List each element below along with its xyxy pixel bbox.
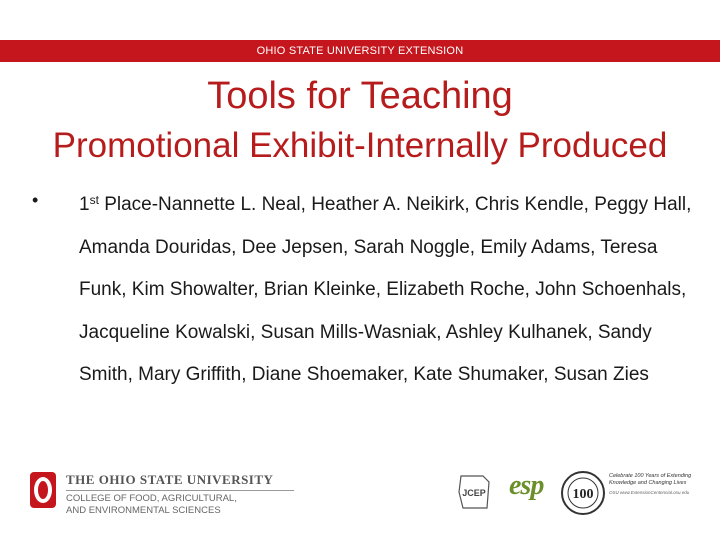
centennial-seal-icon bbox=[560, 470, 606, 516]
page-subtitle: Promotional Exhibit-Internally Produced bbox=[52, 126, 668, 165]
award-text bbox=[79, 184, 704, 397]
esp-logo: esp bbox=[509, 470, 544, 501]
centennial-tagline bbox=[609, 473, 714, 496]
bullet-marker: • bbox=[32, 190, 39, 210]
osu-name: THE OHIO STATE UNIVERSITY bbox=[66, 472, 274, 487]
banner-text: OHIO STATE UNIVERSITY EXTENSION bbox=[256, 45, 464, 57]
osu-college-line2: AND ENVIRONMENTAL SCIENCES bbox=[66, 505, 221, 516]
block-o-icon bbox=[30, 472, 56, 508]
osu-divider bbox=[66, 490, 294, 491]
extension-banner bbox=[0, 40, 720, 62]
osu-logo bbox=[30, 470, 280, 520]
osu-college-line1: COLLEGE OF FOOD, AGRICULTURAL, bbox=[66, 493, 237, 504]
place-number: 1 bbox=[79, 194, 90, 215]
jcep-label: JCEP bbox=[462, 488, 486, 498]
jcep-logo-icon bbox=[455, 472, 495, 512]
place-suffix: st bbox=[89, 193, 99, 207]
seal-label: 100 bbox=[572, 487, 594, 502]
osu-college bbox=[66, 493, 296, 517]
tagline-url: OSU www.ExtensionCentennial.osu.edu bbox=[609, 490, 690, 495]
tagline-text: Celebrate 100 Years of Extending Knowledge and Changing Lives bbox=[609, 473, 692, 486]
award-names: Place-Nannette L. Neal, Heather A. Neikirk, Chris Kendle, Peggy Hall, Amanda Douridas, Dee Jepsen, Sarah Noggle, Emily Adams, Teresa Funk, Kim Showalter, Brian Kleinke, Elizabeth Roche, John Schoenhals, Jacqueline Kowalski, Susan Mills-Wasniak, Ashley Kulhanek, Sandy Smith, Mary Griffith, Diane Shoemaker, Kate Shumaker, Susan Zies bbox=[79, 194, 692, 385]
page-title: Tools for Teaching bbox=[207, 75, 513, 117]
